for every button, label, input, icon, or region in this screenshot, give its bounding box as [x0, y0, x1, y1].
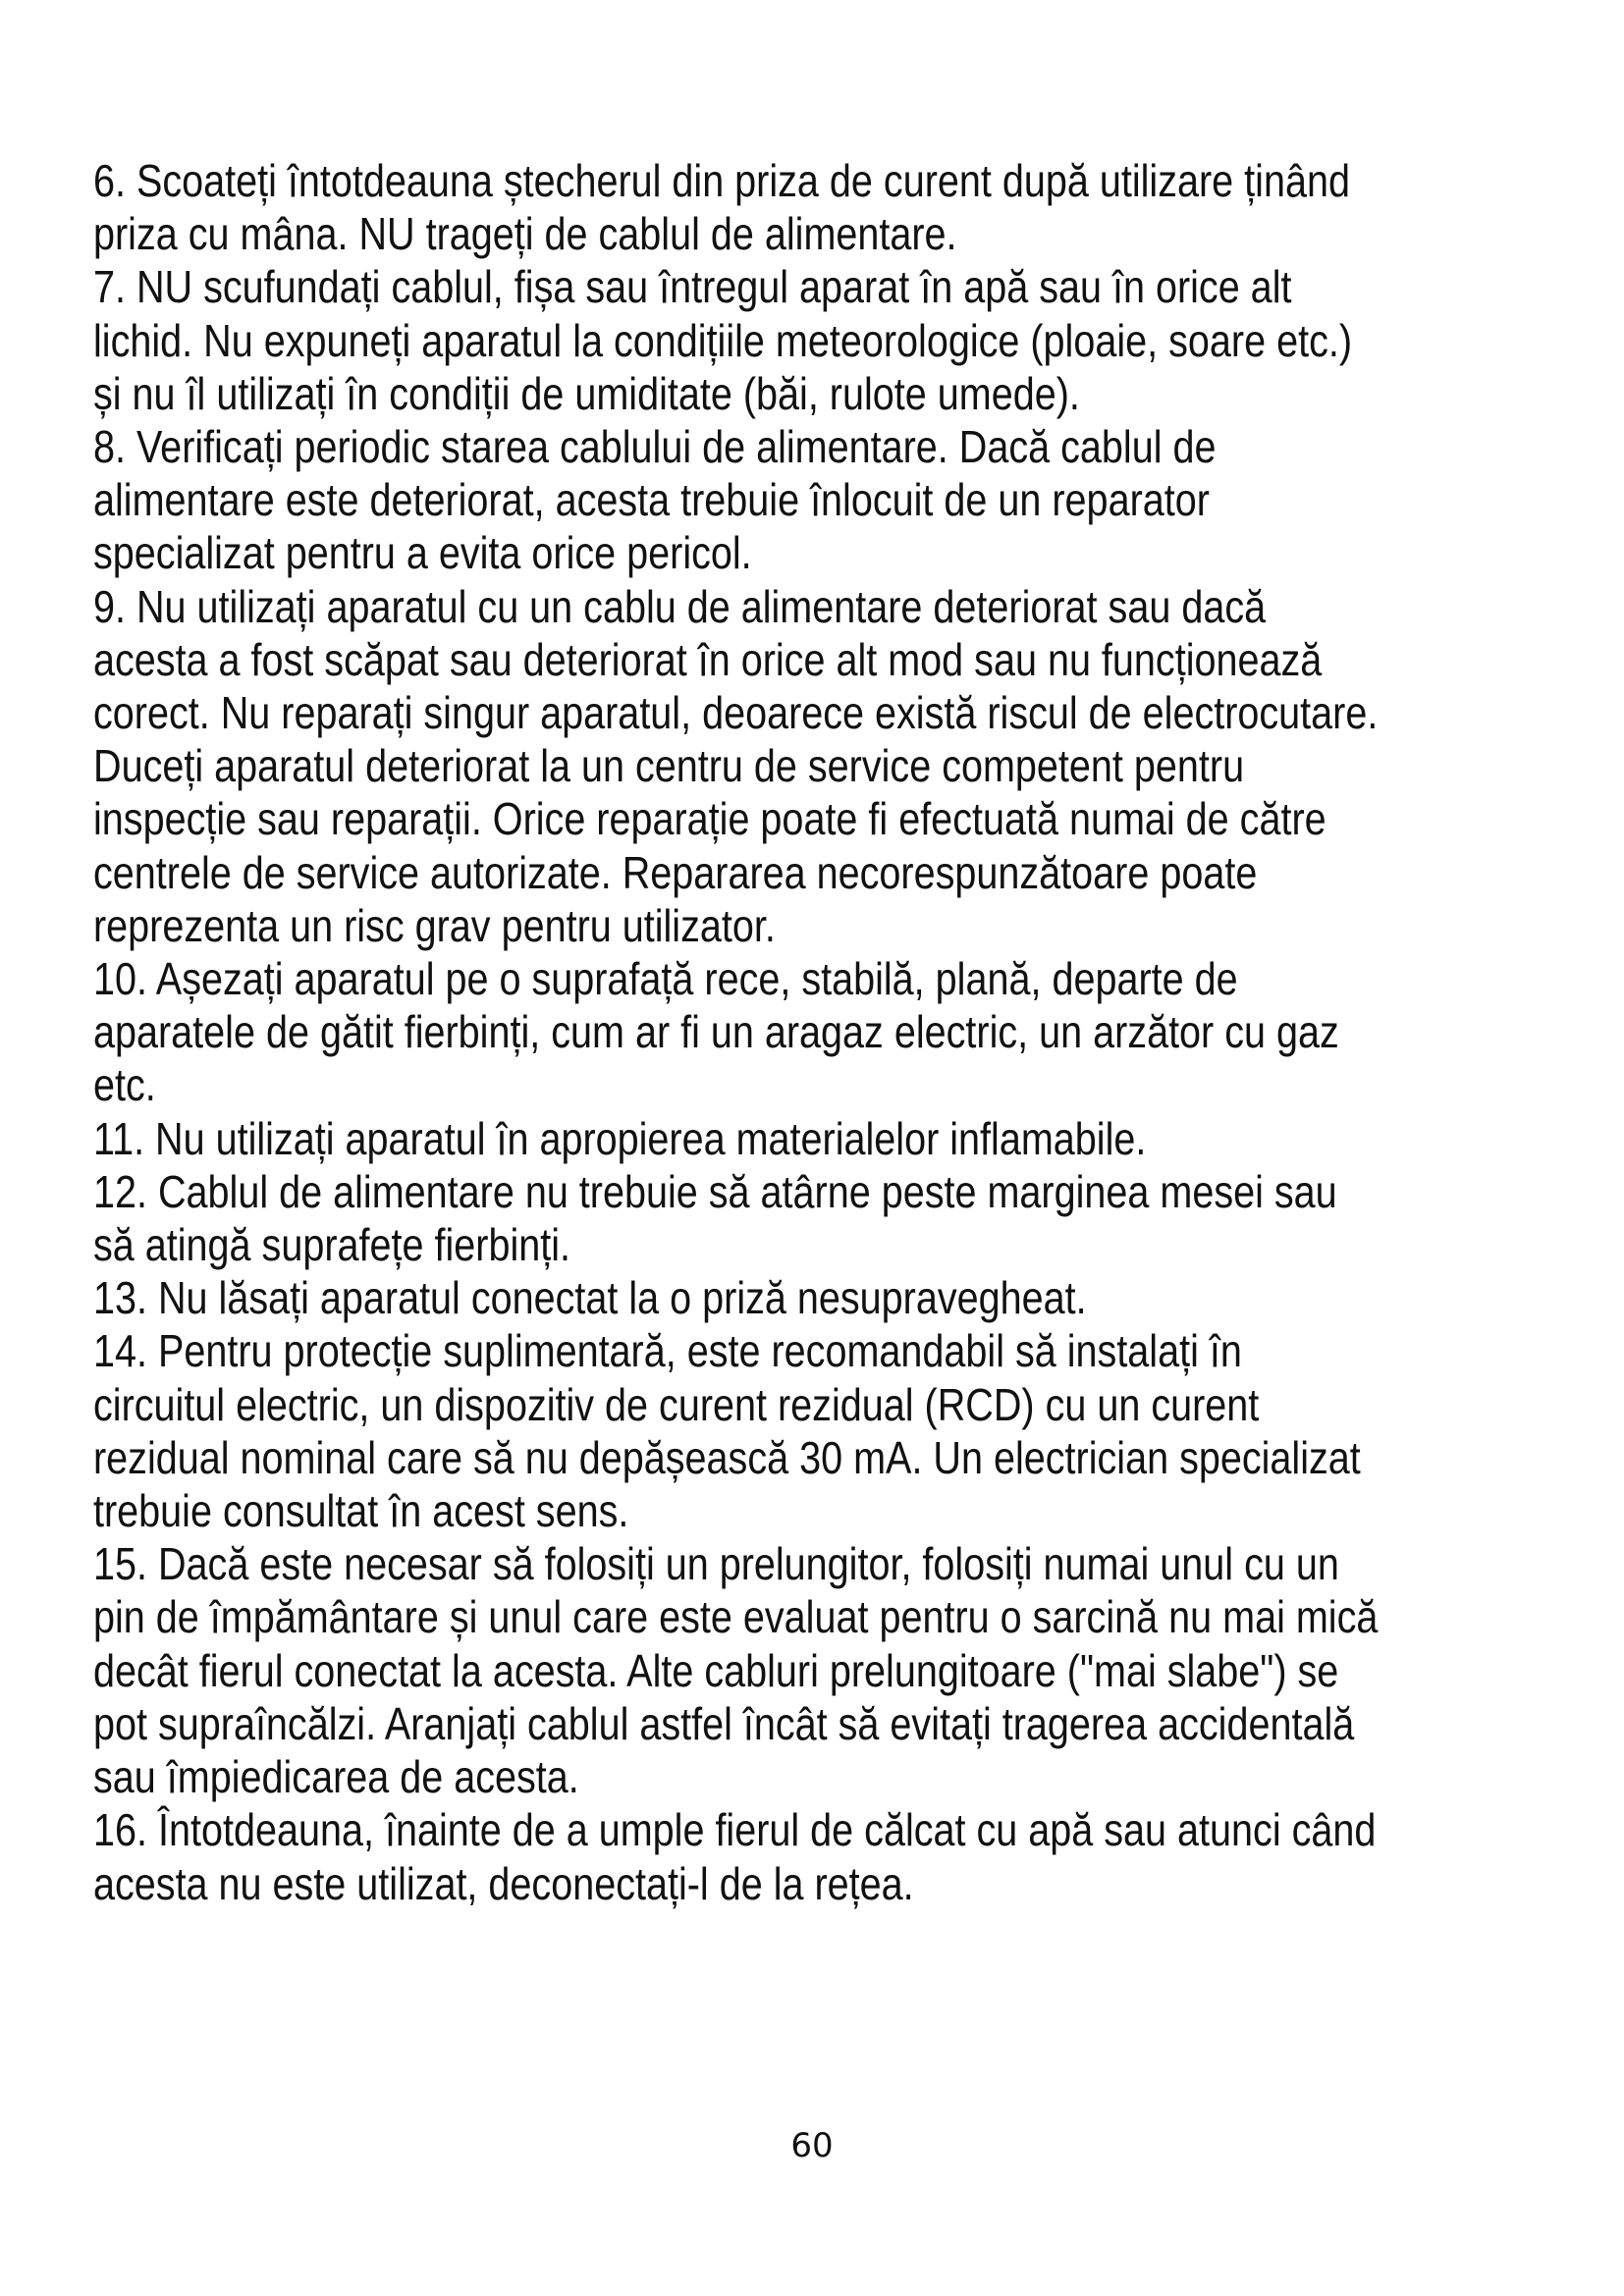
- text-line: decât fierul conectat la acesta. Alte cabluri prelungitoare ("mai slabe") se: [93, 1644, 1339, 1696]
- text-line: aparatele de gătit fierbinți, cum ar fi un aragaz electric, un arzător cu gaz: [93, 1006, 1339, 1058]
- text-line: pin de împământare și unul care este evaluat pentru o sarcină nu mai mică: [93, 1591, 1379, 1643]
- text-line: lichid. Nu expuneți aparatul la condițiile meteorologice (ploaie, soare etc.): [93, 314, 1353, 366]
- text-line: Duceți aparatul deteriorat la un centru de service competent pentru: [93, 740, 1245, 792]
- text-line: alimentare este deteriorat, acesta trebuie înlocuit de un reparator: [93, 474, 1210, 526]
- text-line: și nu îl utilizați în condiții de umiditate (băi, rulote umede).: [93, 367, 1080, 419]
- text-line: acesta a fost scăpat sau deteriorat în orice alt mod sau nu funcționează: [93, 633, 1323, 685]
- safety-instructions-text: [93, 154, 1546, 1910]
- text-line: specializat pentru a evita orice pericol.: [93, 527, 752, 579]
- text-line: 10. Așezați aparatul pe o suprafață rece, stabilă, plană, departe de: [93, 953, 1238, 1005]
- text-line: circuitul electric, un dispozitiv de curent rezidual (RCD) cu un curent: [93, 1378, 1260, 1430]
- text-line: centrele de service autorizate. Repararea necorespunzătoare poate: [93, 846, 1258, 898]
- text-line: 14. Pentru protecție suplimentară, este recomandabil să instalați în: [93, 1325, 1242, 1377]
- text-line: să atingă suprafețe fierbinți.: [93, 1219, 571, 1271]
- text-line: trebuie consultat în acest sens.: [93, 1485, 629, 1537]
- text-line: sau împiedicarea de acesta.: [93, 1751, 579, 1803]
- text-line: 9. Nu utilizați aparatul cu un cablu de alimentare deteriorat sau dacă: [93, 580, 1267, 632]
- text-line: 6. Scoateți întotdeauna ștecherul din priza de curent după utilizare ținând: [93, 155, 1350, 206]
- text-line: 12. Cablul de alimentare nu trebuie să atârne peste marginea mesei sau: [93, 1165, 1337, 1217]
- text-line: pot supraîncălzi. Aranjați cablul astfel încât să evitați tragerea accidentală: [93, 1697, 1355, 1749]
- text-line: 15. Dacă este necesar să folosiți un prelungitor, folosiți numai unul cu un: [93, 1538, 1339, 1590]
- text-line: 8. Verificați periodic starea cablului de alimentare. Dacă cablul de: [93, 421, 1217, 473]
- text-line: rezidual nominal care să nu depășească 30 mA. Un electrician specializat: [93, 1431, 1361, 1483]
- text-line: reprezenta un risc grav pentru utilizator.: [93, 899, 776, 951]
- text-line: 13. Nu lăsați aparatul conectat la o priză nesupravegheat.: [93, 1272, 1087, 1324]
- text-line: inspecție sau reparații. Orice reparație poate fi efectuată numai de către: [93, 793, 1326, 845]
- text-line: 11. Nu utilizați aparatul în apropierea materialelor inflamabile.: [93, 1112, 1147, 1164]
- page-number: 60: [790, 2126, 834, 2165]
- text-line: 16. Întotdeauna, înainte de a umple fierul de călcat cu apă sau atunci când: [93, 1804, 1377, 1856]
- text-line: acesta nu este utilizat, deconectați-l de la rețea.: [93, 1857, 914, 1909]
- text-line: corect. Nu reparați singur aparatul, deoarece există riscul de electrocutare.: [93, 687, 1379, 739]
- text-line: 7. NU scufundați cablul, fișa sau întregul aparat în apă sau în orice alt: [93, 261, 1292, 313]
- text-line: priza cu mâna. NU trageți de cablul de alimentare.: [93, 208, 957, 260]
- text-line: etc.: [93, 1059, 156, 1111]
